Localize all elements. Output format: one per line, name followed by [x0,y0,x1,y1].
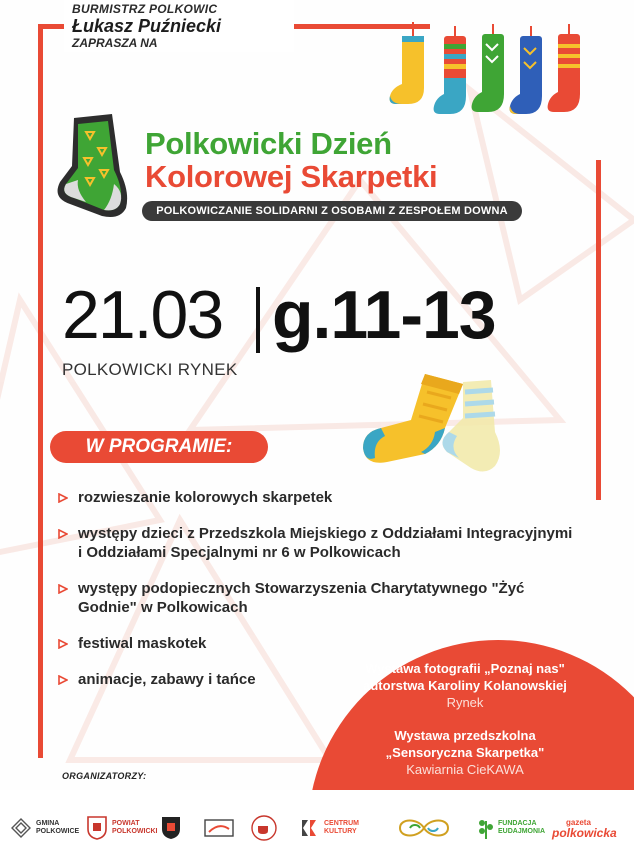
fundacja-eudajmonia-logo [478,808,545,848]
program-heading: W PROGRAMIE: [50,431,268,463]
organizers-label: ORGANIZATORZY: [62,771,147,781]
event-place: POLKOWICKI RYNEK [62,360,238,379]
exhibit-2-title1: Wystawa przedszkolna [394,728,536,743]
invite-invites: ZAPRASZA NA [72,36,158,50]
triangle-bullet-icon [58,493,68,503]
exhibit-2-title2: „Sensoryczna Skarpetka" [385,745,545,760]
sock-red-icon [548,24,580,112]
logo-text: FUNDACJA [498,820,537,827]
invite-mayor-title: BURMISTRZ POLKOWIC [72,2,218,16]
powiat-crest-icon [86,815,108,841]
plant-icon [478,815,494,841]
green-sock-logo-icon [46,112,142,222]
gazeta-polkowicka-logo [552,808,617,848]
frame-left [38,24,43,758]
program-item-text: festiwal maskotek [78,635,207,652]
exhibit-1-title1: Wystawa fotografii „Poznaj nas" [365,661,565,676]
logo-text: GMINA [36,820,60,827]
coffee-cup-icon [250,814,278,842]
list-item [56,524,576,562]
date-separator [256,287,260,353]
sock-yellow-icon [390,22,424,104]
logo-text: POLKOWICE [36,828,80,835]
infinity-logo [390,808,458,848]
exhibits-info [330,660,600,778]
sock-striped-icon [434,26,466,114]
exhibit-2-place: Kawiarnia CieKAWA [406,762,524,777]
program-item-text: występy dzieci z Przedszkola Miejskiego z Oddziałami Integracyjnymi i Oddziałami Specjalnymi nr 6 w Polkowicach [78,525,573,561]
event-date: 21.03 [62,277,223,353]
event-title-line2: Kolorowej Skarpetki [145,159,438,194]
logo-text: gazeta [566,818,591,827]
infinity-icon [390,816,458,840]
frame-right [596,160,601,500]
sock-blue-icon [510,26,542,114]
fire-brigade-logo [160,808,182,848]
list-item [56,488,576,507]
event-subtitle: POLKOWICZANIE SOLIDARNI Z OSOBAMI Z ZESPOŁEM DOWNA [142,201,522,221]
hanging-socks-illustration [388,22,600,118]
logo-text: EUDAJMONIA [498,828,546,835]
invite-mayor-name: Łukasz Puźniecki [72,16,222,36]
invite-header [64,0,294,52]
logo-text: POLKOWICKI [112,828,158,835]
event-title-line1: Polkowicki Dzień [145,126,392,161]
triangle-bullet-icon [58,529,68,539]
exhibit-1-title2: autorstwa Karoliny Kolanowskiej [363,678,567,693]
gmina-polkowice-logo [10,808,79,848]
logo-text: polkowicka [552,826,617,840]
exhibit-1-place: Rynek [446,695,484,710]
cieKawa-logo [250,808,278,848]
program-item-text: występy podopiecznych Stowarzyszenia Charytatywnego "Żyć Godnie" w Polkowicach [78,580,525,616]
powiat-polkowicki-logo [86,808,158,848]
sock-green-icon [472,24,504,112]
gmina-emblem-icon [10,817,32,839]
list-item [56,579,576,617]
event-time: g.11-13 [272,277,496,353]
triangle-bullet-icon [58,675,68,685]
two-socks-illustration [355,362,545,482]
shield-icon [160,815,182,841]
triangle-bullet-icon [58,584,68,594]
logo-text: KULTURY [324,828,357,835]
partner-logo-2 [204,808,234,848]
logo-text: POWIAT [112,820,140,827]
centrum-kultury-logo [298,808,359,848]
program-item-text: animacje, zabawy i tańce [78,671,256,688]
logo-text: CENTRUM [324,820,359,827]
partner-emblem-icon [204,817,234,839]
triangle-bullet-icon [58,639,68,649]
ck-emblem-icon [298,817,320,839]
program-item-text: rozwieszanie kolorowych skarpetek [78,489,333,506]
